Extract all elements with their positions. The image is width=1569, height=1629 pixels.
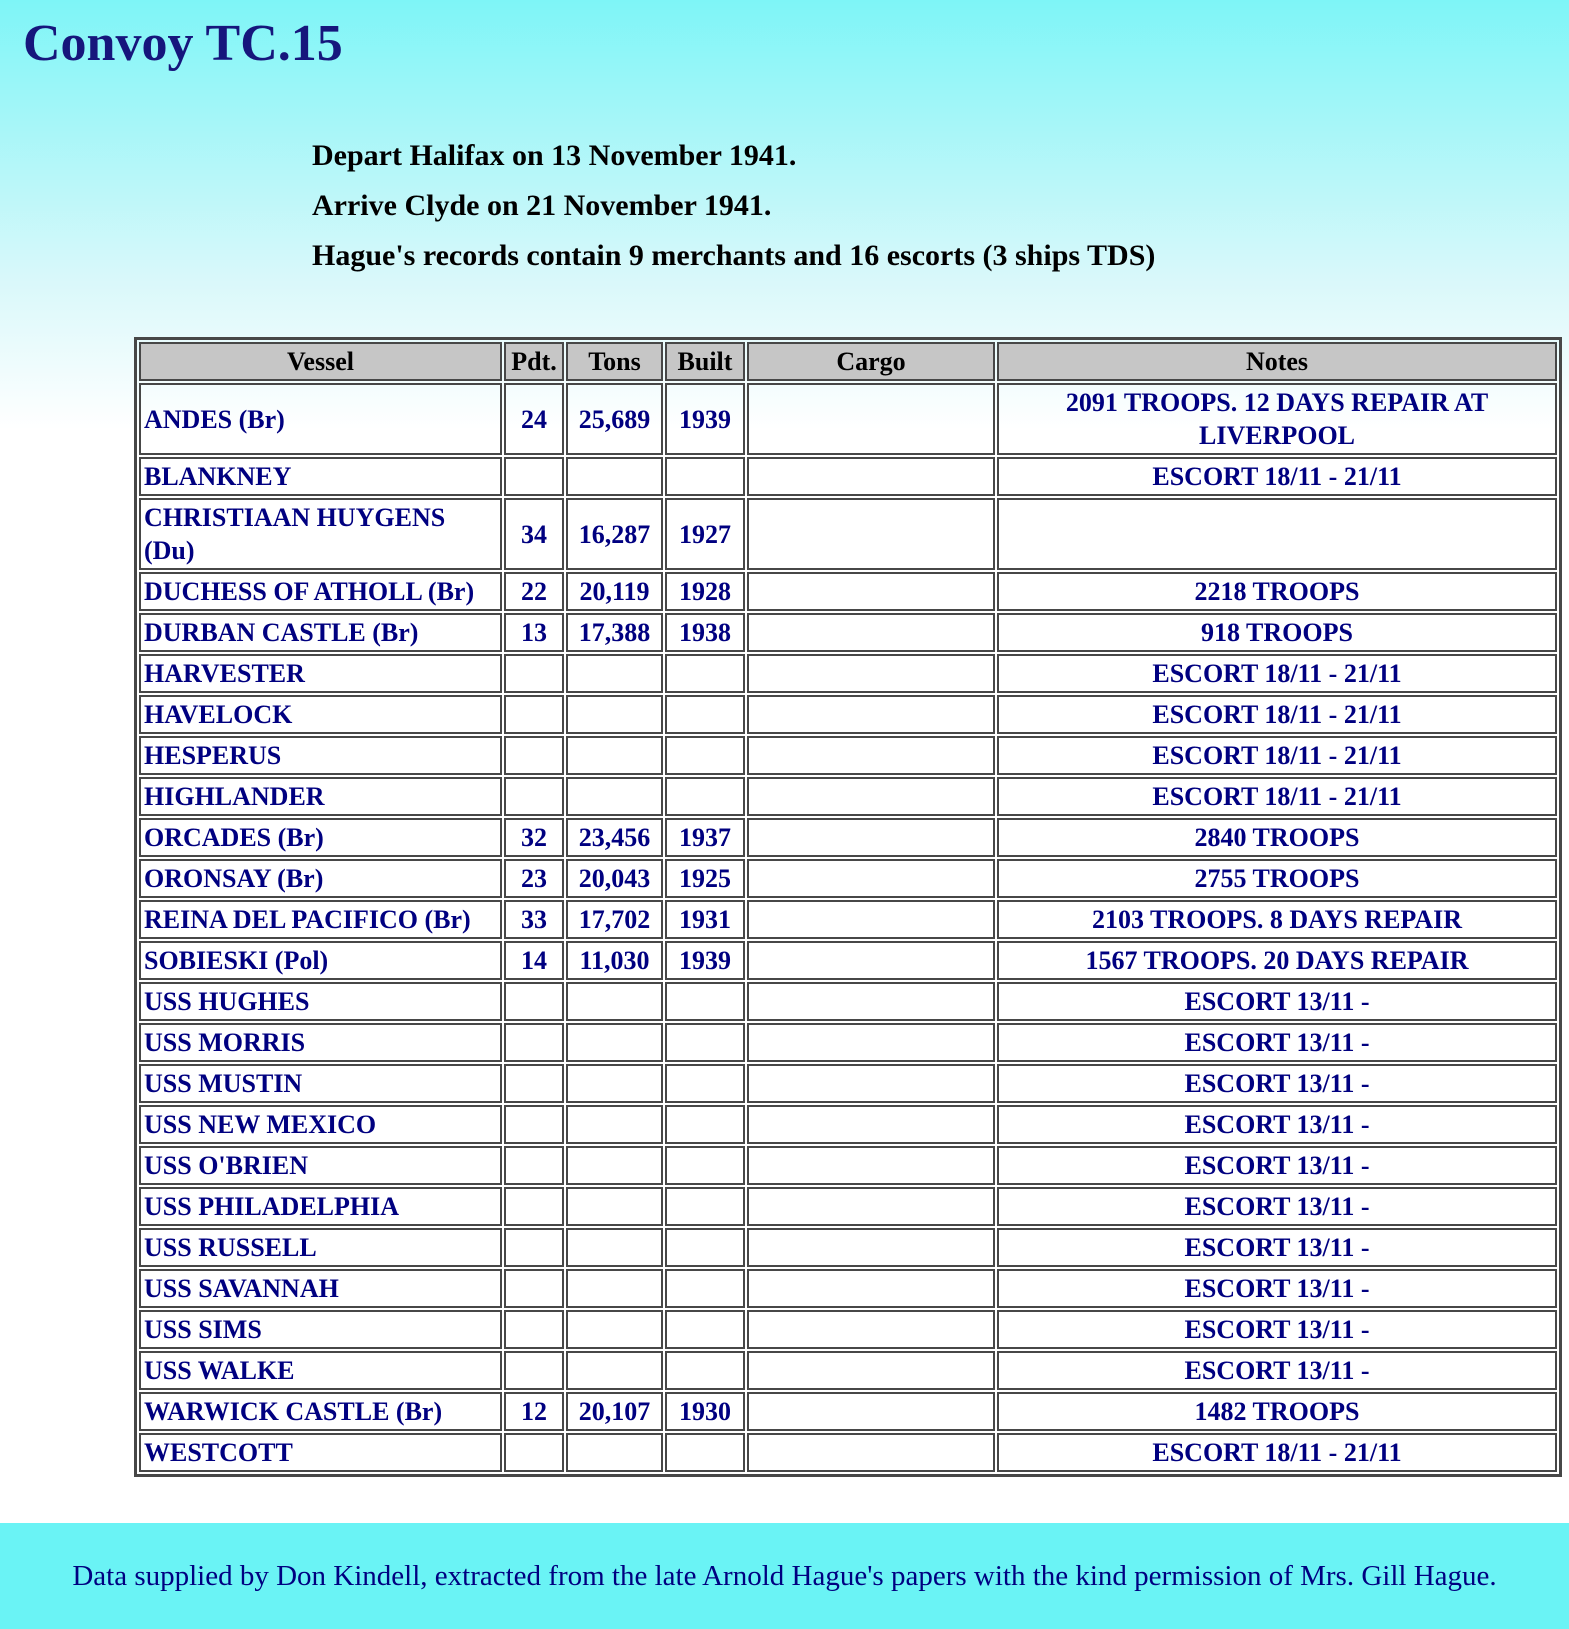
cell-vessel: HESPERUS [139,736,502,775]
cell-cargo [747,383,995,455]
cell-built: 1939 [665,383,745,455]
cell-notes: ESCORT 18/11 - 21/11 [997,654,1557,693]
table-row [139,982,1557,1021]
table-row [139,498,1557,570]
cell-notes: ESCORT 13/11 - [997,1023,1557,1062]
table-row [139,1187,1557,1226]
cell-vessel: REINA DEL PACIFICO (Br) [139,900,502,939]
cell-tons [566,1064,663,1103]
cell-cargo [747,941,995,980]
table-row [139,613,1557,652]
cell-tons [566,736,663,775]
cell-vessel: WARWICK CASTLE (Br) [139,1392,502,1431]
table-header-cell-vessel: Vessel [139,342,502,381]
cell-notes: ESCORT 13/11 - [997,1187,1557,1226]
cell-pdt: 32 [504,818,564,857]
cell-notes: 2840 TROOPS [997,818,1557,857]
table-row [139,1392,1557,1431]
cell-cargo [747,1146,995,1185]
cell-tons: 20,043 [566,859,663,898]
cell-tons [566,1310,663,1349]
table-header-cell-tons: Tons [566,342,663,381]
cell-built [665,1023,745,1062]
cell-built [665,1269,745,1308]
table-header-cell-built: Built [665,342,745,381]
cell-notes: ESCORT 13/11 - [997,982,1557,1021]
cell-notes: 1567 TROOPS. 20 DAYS REPAIR [997,941,1557,980]
cell-cargo [747,859,995,898]
cell-vessel: USS MORRIS [139,1023,502,1062]
cell-notes: ESCORT 18/11 - 21/11 [997,457,1557,496]
cell-cargo [747,498,995,570]
cell-pdt [504,982,564,1021]
cell-cargo [747,900,995,939]
cell-vessel: WESTCOTT [139,1433,502,1472]
cell-pdt [504,1064,564,1103]
table-row [139,777,1557,816]
cell-notes: ESCORT 18/11 - 21/11 [997,695,1557,734]
cell-vessel: USS WALKE [139,1351,502,1390]
table-row [139,654,1557,693]
intro-block [312,131,1569,281]
cell-tons [566,695,663,734]
cell-pdt: 23 [504,859,564,898]
cell-built [665,457,745,496]
cell-built: 1925 [665,859,745,898]
cell-tons: 23,456 [566,818,663,857]
cell-cargo [747,654,995,693]
table-row [139,457,1557,496]
cell-tons [566,1433,663,1472]
cell-pdt [504,1228,564,1267]
table-row [139,1433,1557,1472]
cell-vessel: USS HUGHES [139,982,502,1021]
cell-cargo [747,613,995,652]
table-row [139,859,1557,898]
cell-pdt: 33 [504,900,564,939]
cell-notes: ESCORT 18/11 - 21/11 [997,736,1557,775]
footer-strip [0,1523,1569,1629]
cell-pdt [504,457,564,496]
footer-credit: Data supplied by Don Kindell, extracted from the late Arnold Hague's papers with the kind permission of Mrs. Gill Hague. [72,1559,1497,1592]
cell-tons: 16,287 [566,498,663,570]
cell-built [665,695,745,734]
table-row [139,572,1557,611]
cell-vessel: USS RUSSELL [139,1228,502,1267]
cell-tons: 17,388 [566,613,663,652]
cell-pdt [504,1023,564,1062]
cell-notes: 2091 TROOPS. 12 DAYS REPAIR AT LIVERPOOL [997,383,1557,455]
cell-cargo [747,982,995,1021]
cell-vessel: ORONSAY (Br) [139,859,502,898]
cell-pdt [504,736,564,775]
cell-notes: ESCORT 18/11 - 21/11 [997,1433,1557,1472]
cell-tons [566,1269,663,1308]
cell-notes: ESCORT 13/11 - [997,1064,1557,1103]
cell-pdt [504,1105,564,1144]
cell-built [665,1187,745,1226]
cell-cargo [747,1105,995,1144]
cell-notes: ESCORT 13/11 - [997,1351,1557,1390]
table-row [139,736,1557,775]
cell-pdt [504,695,564,734]
cell-pdt [504,1146,564,1185]
cell-pdt [504,654,564,693]
cell-pdt: 14 [504,941,564,980]
cell-notes: 918 TROOPS [997,613,1557,652]
table-row [139,1064,1557,1103]
cell-tons: 17,702 [566,900,663,939]
cell-built [665,982,745,1021]
cell-notes [997,498,1557,570]
cell-built [665,736,745,775]
cell-pdt [504,1269,564,1308]
cell-built: 1939 [665,941,745,980]
cell-tons [566,982,663,1021]
cell-notes: ESCORT 13/11 - [997,1105,1557,1144]
cell-cargo [747,818,995,857]
cell-cargo [747,1187,995,1226]
cell-vessel: USS SIMS [139,1310,502,1349]
table-header-cell-pdt: Pdt. [504,342,564,381]
cell-vessel: DUCHESS OF ATHOLL (Br) [139,572,502,611]
cell-built [665,777,745,816]
cell-notes: 1482 TROOPS [997,1392,1557,1431]
cell-tons [566,1146,663,1185]
cell-vessel: ORCADES (Br) [139,818,502,857]
cell-cargo [747,1269,995,1308]
cell-pdt [504,777,564,816]
cell-vessel: USS O'BRIEN [139,1146,502,1185]
cell-tons [566,1228,663,1267]
cell-pdt: 12 [504,1392,564,1431]
cell-built [665,1064,745,1103]
convoy-table [134,337,1562,1477]
intro-line-records: Hague's records contain 9 merchants and 16 escorts (3 ships TDS) [312,239,1156,272]
cell-built [665,654,745,693]
cell-vessel: SOBIESKI (Pol) [139,941,502,980]
cell-notes: ESCORT 13/11 - [997,1146,1557,1185]
cell-tons [566,777,663,816]
cell-cargo [747,457,995,496]
cell-notes: ESCORT 13/11 - [997,1228,1557,1267]
cell-vessel: USS SAVANNAH [139,1269,502,1308]
cell-built [665,1351,745,1390]
cell-cargo [747,1433,995,1472]
cell-built [665,1228,745,1267]
cell-pdt: 13 [504,613,564,652]
cell-vessel: USS MUSTIN [139,1064,502,1103]
table-row [139,1269,1557,1308]
cell-tons: 20,107 [566,1392,663,1431]
cell-tons [566,1023,663,1062]
cell-notes: 2218 TROOPS [997,572,1557,611]
table-header-cell-cargo: Cargo [747,342,995,381]
intro-line-depart: Depart Halifax on 13 November 1941. [312,139,797,172]
cell-cargo [747,1023,995,1062]
cell-built: 1930 [665,1392,745,1431]
intro-line-arrive: Arrive Clyde on 21 November 1941. [312,189,772,222]
cell-pdt: 24 [504,383,564,455]
cell-pdt [504,1187,564,1226]
cell-tons: 20,119 [566,572,663,611]
cell-cargo [747,695,995,734]
table-header-cell-notes: Notes [997,342,1557,381]
cell-vessel: CHRISTIAAN HUYGENS (Du) [139,498,502,570]
cell-tons: 25,689 [566,383,663,455]
cell-vessel: HARVESTER [139,654,502,693]
table-row [139,900,1557,939]
cell-pdt: 22 [504,572,564,611]
cell-tons [566,457,663,496]
table-body [139,383,1557,1472]
cell-notes: ESCORT 13/11 - [997,1269,1557,1308]
cell-vessel: HAVELOCK [139,695,502,734]
table-row [139,695,1557,734]
cell-cargo [747,1351,995,1390]
table-row [139,1351,1557,1390]
cell-tons [566,654,663,693]
cell-pdt [504,1351,564,1390]
cell-cargo [747,572,995,611]
cell-pdt [504,1433,564,1472]
cell-built: 1937 [665,818,745,857]
cell-tons [566,1105,663,1144]
cell-notes: 2755 TROOPS [997,859,1557,898]
table-row [139,1228,1557,1267]
table-row [139,941,1557,980]
cell-built [665,1433,745,1472]
table-row [139,383,1557,455]
table-row [139,1310,1557,1349]
cell-tons [566,1187,663,1226]
cell-pdt [504,1310,564,1349]
cell-vessel: USS NEW MEXICO [139,1105,502,1144]
cell-built: 1928 [665,572,745,611]
cell-pdt: 34 [504,498,564,570]
table-row [139,1146,1557,1185]
table-row [139,1023,1557,1062]
table-row [139,818,1557,857]
cell-built [665,1310,745,1349]
table-header-row [139,342,1557,381]
cell-built: 1938 [665,613,745,652]
cell-cargo [747,777,995,816]
cell-cargo [747,1228,995,1267]
cell-vessel: BLANKNEY [139,457,502,496]
cell-notes: ESCORT 18/11 - 21/11 [997,777,1557,816]
cell-cargo [747,1064,995,1103]
cell-notes: 2103 TROOPS. 8 DAYS REPAIR [997,900,1557,939]
table-row [139,1105,1557,1144]
cell-vessel: DURBAN CASTLE (Br) [139,613,502,652]
cell-vessel: ANDES (Br) [139,383,502,455]
cell-built: 1927 [665,498,745,570]
cell-notes: ESCORT 13/11 - [997,1310,1557,1349]
cell-cargo [747,1392,995,1431]
cell-cargo [747,1310,995,1349]
cell-built [665,1146,745,1185]
cell-tons [566,1351,663,1390]
cell-cargo [747,736,995,775]
page-title: Convoy TC.15 [23,15,343,72]
cell-tons: 11,030 [566,941,663,980]
cell-built: 1931 [665,900,745,939]
cell-built [665,1105,745,1144]
cell-vessel: USS PHILADELPHIA [139,1187,502,1226]
cell-vessel: HIGHLANDER [139,777,502,816]
